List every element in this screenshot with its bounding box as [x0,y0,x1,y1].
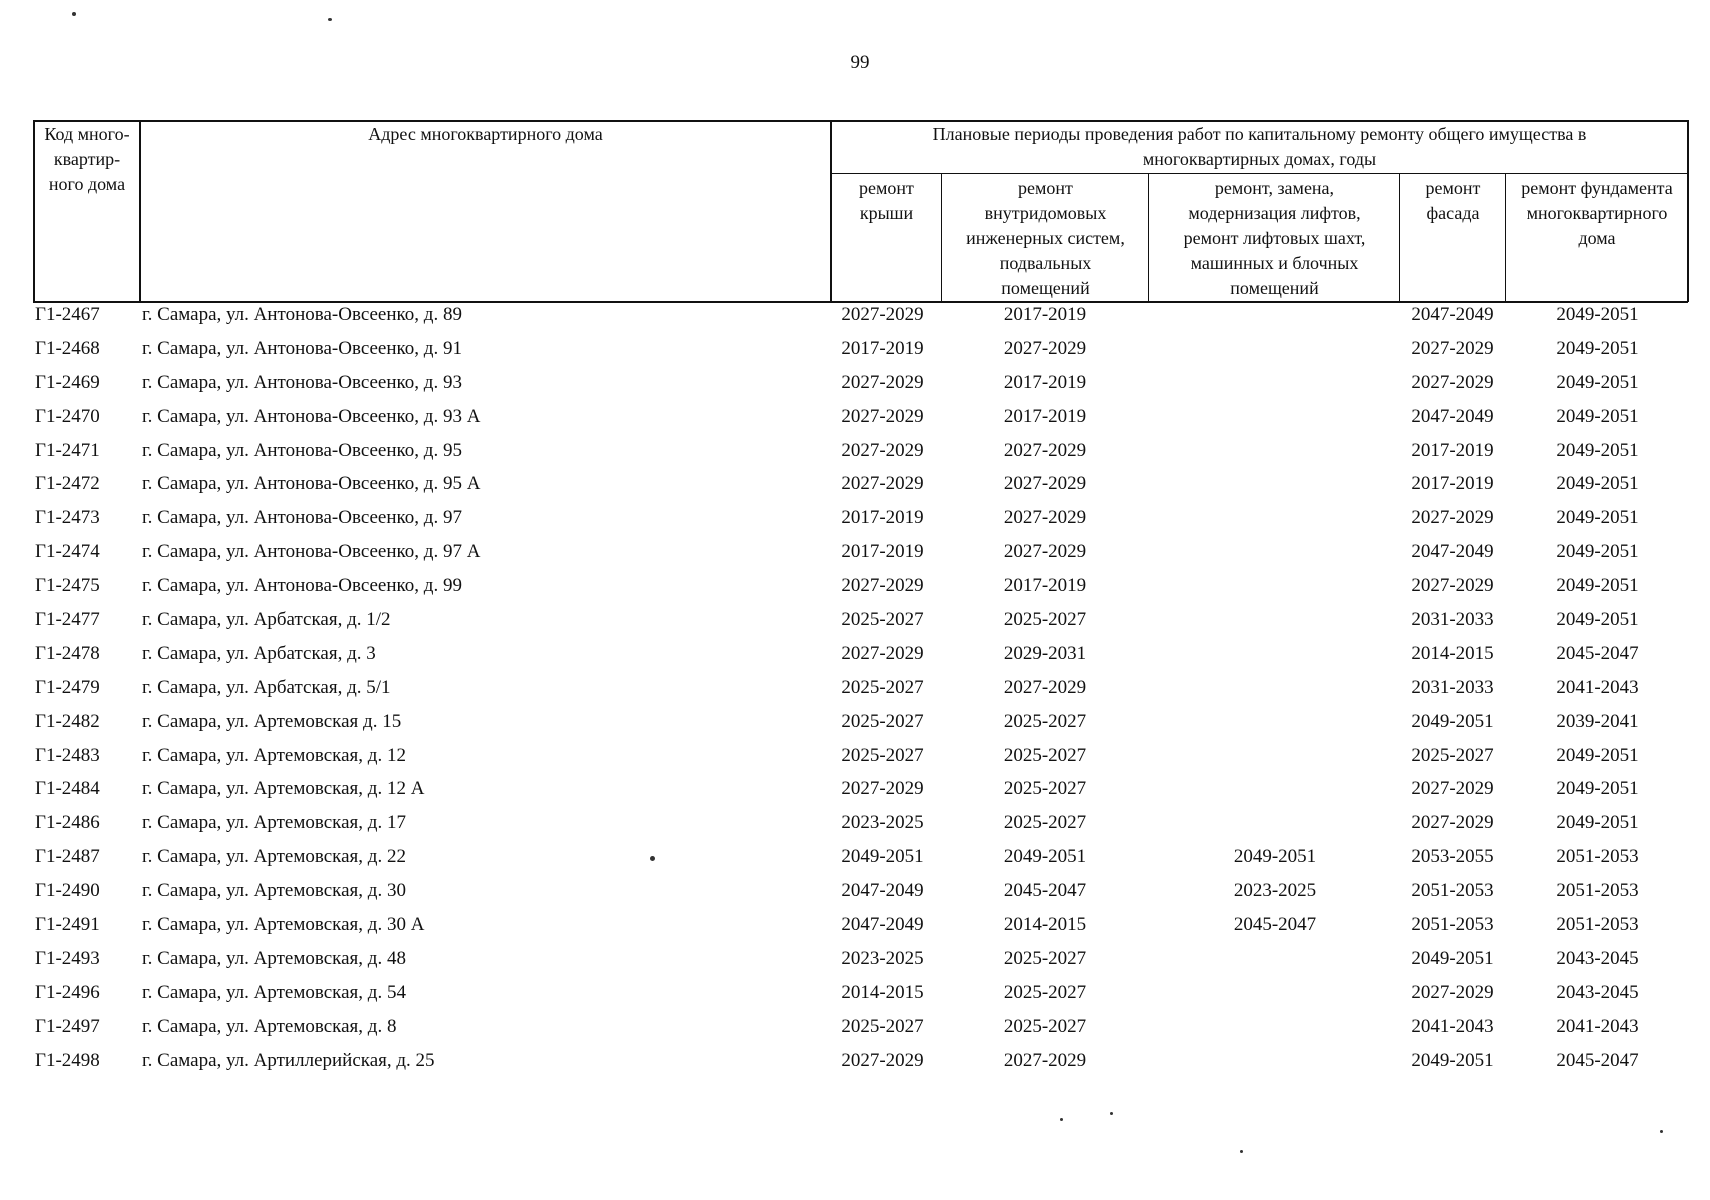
row-roof: 2025-2027 [841,676,924,698]
row-facade: 2049-2051 [1411,1049,1494,1071]
table-row [0,336,1710,370]
row-engineering: 2027-2029 [1003,1049,1087,1071]
row-foundation: 2049-2051 [1556,439,1639,461]
row-facade: 2047-2049 [1411,304,1494,325]
header-facade: ремонт фасада [1425,178,1481,223]
row-foundation: 2051-2053 [1556,846,1639,868]
row-engineering: 2027-2029 [1003,337,1087,359]
row-roof: 2047-2049 [841,914,924,936]
row-lifts: 2045-2047 [1233,914,1317,936]
row-engineering: 2045-2047 [1003,880,1087,902]
row-facade: 2027-2029 [1411,981,1494,1003]
table-row [0,709,1710,743]
row-roof: 2025-2027 [841,710,924,732]
row-roof: 2027-2029 [841,439,924,461]
row-foundation: 2051-2053 [1556,914,1639,936]
row-facade: 2027-2029 [1411,575,1494,597]
table-row [0,946,1710,980]
row-address: г. Самара, ул. Артиллерийская, д. 25 [142,1049,435,1071]
row-engineering: 2025-2027 [1003,744,1087,766]
row-facade: 2027-2029 [1411,507,1494,529]
row-engineering: 2025-2027 [1003,981,1087,1003]
row-engineering: 2014-2015 [1003,914,1087,936]
row-facade: 2041-2043 [1411,1015,1494,1037]
row-foundation: 2045-2047 [1556,1049,1639,1071]
row-foundation: 2049-2051 [1556,609,1639,631]
table-row [0,438,1710,472]
table-row [0,370,1710,404]
row-roof: 2017-2019 [841,337,924,359]
header-periods: Плановые периоды проведения работ по капитальному ремонту общего имущества в многоквартирных домах, годы [932,124,1587,169]
row-roof: 2027-2029 [841,473,924,495]
table-row [0,607,1710,641]
table-row [0,539,1710,573]
row-code: Г1-2470 [35,405,100,427]
scan-speck [72,12,76,16]
row-roof: 2014-2015 [841,981,924,1003]
header-right-border [1687,120,1689,302]
row-address: г. Самара, ул. Антонова-Овсеенко, д. 95 [142,439,462,461]
row-code: Г1-2486 [35,812,100,834]
row-roof: 2049-2051 [841,846,924,868]
row-code: Г1-2475 [35,575,100,597]
table-row [0,810,1710,844]
row-roof: 2025-2027 [841,744,924,766]
row-code: Г1-2468 [35,337,100,359]
row-address: г. Самара, ул. Артемовская, д. 12 [142,744,406,766]
row-foundation: 2049-2051 [1556,812,1639,834]
row-foundation: 2051-2053 [1556,880,1639,902]
row-address: г. Самара, ул. Антонова-Овсеенко, д. 93 [142,371,462,393]
row-engineering: 2025-2027 [1003,778,1087,800]
row-address: г. Самара, ул. Антонова-Овсеенко, д. 93 А [142,405,481,427]
row-code: Г1-2469 [35,371,100,393]
table-row [0,1048,1710,1082]
scan-speck [1110,1112,1113,1115]
row-engineering: 2025-2027 [1003,609,1087,631]
row-address: г. Самара, ул. Артемовская, д. 12 А [142,778,425,800]
row-foundation: 2049-2051 [1556,337,1639,359]
table-row [0,878,1710,912]
row-foundation: 2049-2051 [1556,541,1639,563]
row-roof: 2027-2029 [841,575,924,597]
row-foundation: 2049-2051 [1556,507,1639,529]
header-foundation: ремонт фундамента многоквартирного дома [1521,178,1673,248]
row-facade: 2049-2051 [1411,947,1494,969]
row-foundation: 2049-2051 [1556,473,1639,495]
row-code: Г1-2490 [35,880,100,902]
scan-speck [328,18,332,21]
row-facade: 2027-2029 [1411,337,1494,359]
row-address: г. Самара, ул. Артемовская, д. 54 [142,981,406,1003]
header-code: Код много- квартир- ного дома [44,124,130,194]
row-engineering: 2017-2019 [1003,371,1087,393]
row-facade: 2051-2053 [1411,880,1494,902]
row-address: г. Самара, ул. Артемовская, д. 30 [142,880,406,902]
row-engineering: 2027-2029 [1003,507,1087,529]
row-roof: 2023-2025 [841,812,924,834]
row-engineering: 2029-2031 [1003,642,1087,664]
header-divider-roof [941,173,942,302]
row-roof: 2027-2029 [841,371,924,393]
header-divider-code [139,120,141,302]
row-engineering: 2025-2027 [1003,812,1087,834]
header-address: Адрес многоквартирного дома [368,124,603,144]
row-roof: 2027-2029 [841,778,924,800]
row-address: г. Самара, ул. Арбатская, д. 1/2 [142,609,391,631]
row-foundation: 2041-2043 [1556,1015,1639,1037]
row-foundation: 2049-2051 [1556,304,1639,325]
header-engineering: ремонт внутридомовых инженерных систем, подвальных помещений [966,178,1125,298]
row-roof: 2027-2029 [841,405,924,427]
row-roof: 2027-2029 [841,1049,924,1071]
row-foundation: 2049-2051 [1556,778,1639,800]
row-engineering: 2049-2051 [1003,846,1087,868]
row-address: г. Самара, ул. Артемовская, д. 17 [142,812,406,834]
row-code: Г1-2498 [35,1049,100,1071]
row-address: г. Самара, ул. Антонова-Овсеенко, д. 99 [142,575,462,597]
row-engineering: 2027-2029 [1003,473,1087,495]
row-engineering: 2025-2027 [1003,947,1087,969]
row-foundation: 2039-2041 [1556,710,1639,732]
table-row [0,505,1710,539]
row-facade: 2027-2029 [1411,812,1494,834]
table-row [0,1014,1710,1048]
row-address: г. Самара, ул. Артемовская, д. 30 А [142,914,425,936]
row-address: г. Самара, ул. Антонова-Овсеенко, д. 91 [142,337,462,359]
row-code: Г1-2496 [35,981,100,1003]
row-code: Г1-2474 [35,541,100,563]
row-engineering: 2027-2029 [1003,439,1087,461]
row-facade: 2053-2055 [1411,846,1494,868]
row-facade: 2017-2019 [1411,473,1494,495]
row-foundation: 2049-2051 [1556,575,1639,597]
table-body [0,302,1710,1081]
scan-speck [650,856,655,861]
row-facade: 2031-2033 [1411,609,1494,631]
table-row [0,471,1710,505]
row-address: г. Самара, ул. Антонова-Овсеенко, д. 97 [142,507,462,529]
row-code: Г1-2484 [35,778,100,800]
row-foundation: 2049-2051 [1556,405,1639,427]
table-row [0,844,1710,878]
row-code: Г1-2482 [35,710,100,732]
row-facade: 2031-2033 [1411,676,1494,698]
table-row [0,641,1710,675]
header-divider-lifts [1399,173,1400,302]
row-facade: 2047-2049 [1411,405,1494,427]
row-address: г. Самара, ул. Артемовская, д. 48 [142,947,406,969]
row-engineering: 2025-2027 [1003,1015,1087,1037]
table-row [0,302,1710,336]
row-code: Г1-2483 [35,744,100,766]
row-foundation: 2049-2051 [1556,371,1639,393]
row-roof: 2023-2025 [841,947,924,969]
row-address: г. Самара, ул. Арбатская, д. 3 [142,642,376,664]
table-row [0,675,1710,709]
header-lifts: ремонт, замена, модернизация лифтов, ремонт лифтовых шахт, машинных и блочных помещений [1183,178,1366,298]
table-row [0,404,1710,438]
row-lifts: 2023-2025 [1233,880,1317,902]
row-lifts: 2049-2051 [1233,846,1317,868]
row-facade: 2027-2029 [1411,778,1494,800]
row-roof: 2025-2027 [841,1015,924,1037]
table-row [0,776,1710,810]
row-engineering: 2017-2019 [1003,304,1087,325]
row-code: Г1-2487 [35,846,100,868]
row-foundation: 2043-2045 [1556,947,1639,969]
row-facade: 2027-2029 [1411,371,1494,393]
row-code: Г1-2479 [35,676,100,698]
row-facade: 2025-2027 [1411,744,1494,766]
row-code: Г1-2473 [35,507,100,529]
table-row [0,912,1710,946]
header-divider-facade [1505,173,1506,302]
row-foundation: 2049-2051 [1556,744,1639,766]
row-engineering: 2027-2029 [1003,676,1087,698]
row-facade: 2014-2015 [1411,642,1494,664]
row-address: г. Самара, ул. Антонова-Овсеенко, д. 95 А [142,473,481,495]
row-foundation: 2045-2047 [1556,642,1639,664]
row-engineering: 2025-2027 [1003,710,1087,732]
scan-speck [1660,1130,1663,1133]
row-address: г. Самара, ул. Артемовская, д. 8 [142,1015,397,1037]
row-facade: 2017-2019 [1411,439,1494,461]
row-address: г. Самара, ул. Артемовская д. 15 [142,710,402,732]
row-code: Г1-2471 [35,439,100,461]
scan-speck [1060,1118,1063,1121]
row-roof: 2017-2019 [841,541,924,563]
row-code: Г1-2491 [35,914,100,936]
row-roof: 2047-2049 [841,880,924,902]
row-address: г. Самара, ул. Антонова-Овсеенко, д. 89 [142,304,462,325]
row-foundation: 2041-2043 [1556,676,1639,698]
row-engineering: 2027-2029 [1003,541,1087,563]
row-roof: 2017-2019 [841,507,924,529]
row-engineering: 2017-2019 [1003,405,1087,427]
row-address: г. Самара, ул. Артемовская, д. 22 [142,846,406,868]
table-row [0,743,1710,777]
header-roof: ремонт крыши [859,178,914,223]
row-code: Г1-2493 [35,947,100,969]
row-facade: 2049-2051 [1411,710,1494,732]
page-number: 99 [850,52,870,73]
row-roof: 2025-2027 [841,609,924,631]
row-roof: 2027-2029 [841,304,924,325]
row-facade: 2047-2049 [1411,541,1494,563]
row-address: г. Самара, ул. Арбатская, д. 5/1 [142,676,391,698]
row-code: Г1-2477 [35,609,100,631]
row-code: Г1-2472 [35,473,100,495]
row-roof: 2027-2029 [841,642,924,664]
row-foundation: 2043-2045 [1556,981,1639,1003]
row-engineering: 2017-2019 [1003,575,1087,597]
row-code: Г1-2467 [35,304,100,325]
row-facade: 2051-2053 [1411,914,1494,936]
header-divider-engineering [1148,173,1149,302]
row-address: г. Самара, ул. Антонова-Овсеенко, д. 97 А [142,541,481,563]
scan-speck [1240,1150,1243,1153]
row-code: Г1-2478 [35,642,100,664]
row-code: Г1-2497 [35,1015,100,1037]
table-row [0,980,1710,1014]
table-header [33,120,1688,302]
table-row [0,573,1710,607]
